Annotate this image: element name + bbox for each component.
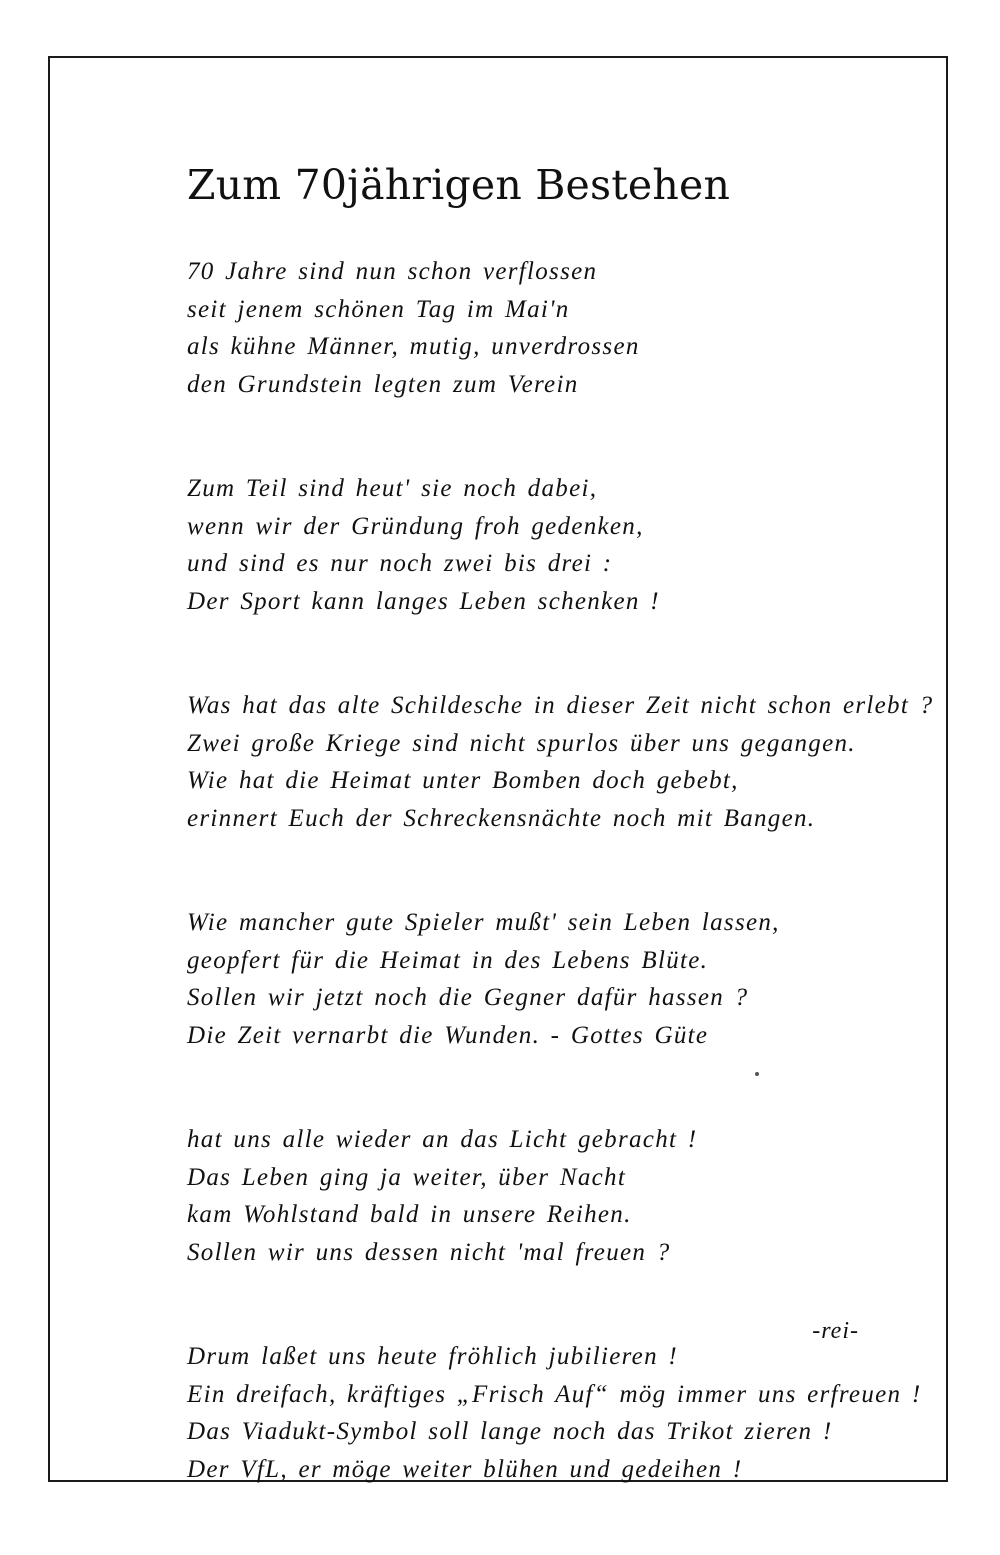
poem-line: Drum laßet uns heute fröhlich jubilieren !	[187, 1343, 679, 1370]
poem-line: 70 Jahre sind nun schon verflossen	[187, 258, 598, 285]
poem-line: Der Sport kann langes Leben schenken !	[187, 587, 660, 615]
poem-line: seit jenem schönen Tag im Mai'n	[187, 295, 570, 323]
poem-line: Wie hat die Heimat unter Bomben doch gebebt,	[187, 767, 739, 794]
stanza-1	[187, 253, 887, 403]
poem-line: wenn wir der Gründung froh gedenken,	[187, 512, 644, 540]
poem-line: Ein dreifach, kräftiges „Frisch Auf“ mög immer uns erfreuen !	[187, 1380, 922, 1408]
poem-line: den Grundstein legten zum Verein	[187, 370, 579, 398]
poem-line: Sollen wir jetzt noch die Gegner dafür hassen ?	[187, 984, 749, 1011]
stanza-5	[187, 1121, 887, 1271]
print-speck	[755, 1072, 759, 1076]
poem-line: erinnert Euch der Schreckensnächte noch mit Bangen.	[187, 804, 816, 832]
poem-line: Das Leben ging ja weiter, über Nacht	[187, 1163, 627, 1191]
poem-line: Das Viadukt-Symbol soll lange noch das Trikot zieren !	[187, 1418, 833, 1445]
stanza-6	[187, 1338, 922, 1488]
poem-line: Zwei große Kriege sind nicht spurlos über uns gegangen.	[187, 729, 856, 757]
poem-line: Sollen wir uns dessen nicht 'mal freuen ?	[187, 1238, 671, 1266]
stanza-4	[187, 904, 887, 1054]
stanza-3	[187, 687, 934, 837]
signature: -rei-	[812, 1318, 859, 1344]
poem-line: Zum Teil sind heut' sie noch dabei,	[187, 475, 598, 502]
poem-line: hat uns alle wieder an das Licht gebracht !	[187, 1126, 698, 1153]
poem-line: als kühne Männer, mutig, unverdrossen	[187, 333, 640, 360]
poem-title: Zum 70jährigen Bestehen	[187, 161, 731, 209]
poem-line: Der VfL, er möge weiter blühen und gedeihen !	[187, 1455, 743, 1483]
poem-line: Wie mancher gute Spieler mußt' sein Leben lassen,	[187, 909, 780, 936]
poem-line: geopfert für die Heimat in des Lebens Blüte.	[187, 946, 709, 974]
poem-line: und sind es nur noch zwei bis drei :	[187, 550, 613, 577]
poem-line: Die Zeit vernarbt die Wunden. - Gottes Güte	[187, 1021, 709, 1049]
stanza-2	[187, 470, 887, 620]
poem-line: Was hat das alte Schildesche in dieser Zeit nicht schon erlebt ?	[187, 692, 934, 719]
poem-body	[187, 253, 934, 1555]
poem-line: kam Wohlstand bald in unsere Reihen.	[187, 1201, 632, 1228]
